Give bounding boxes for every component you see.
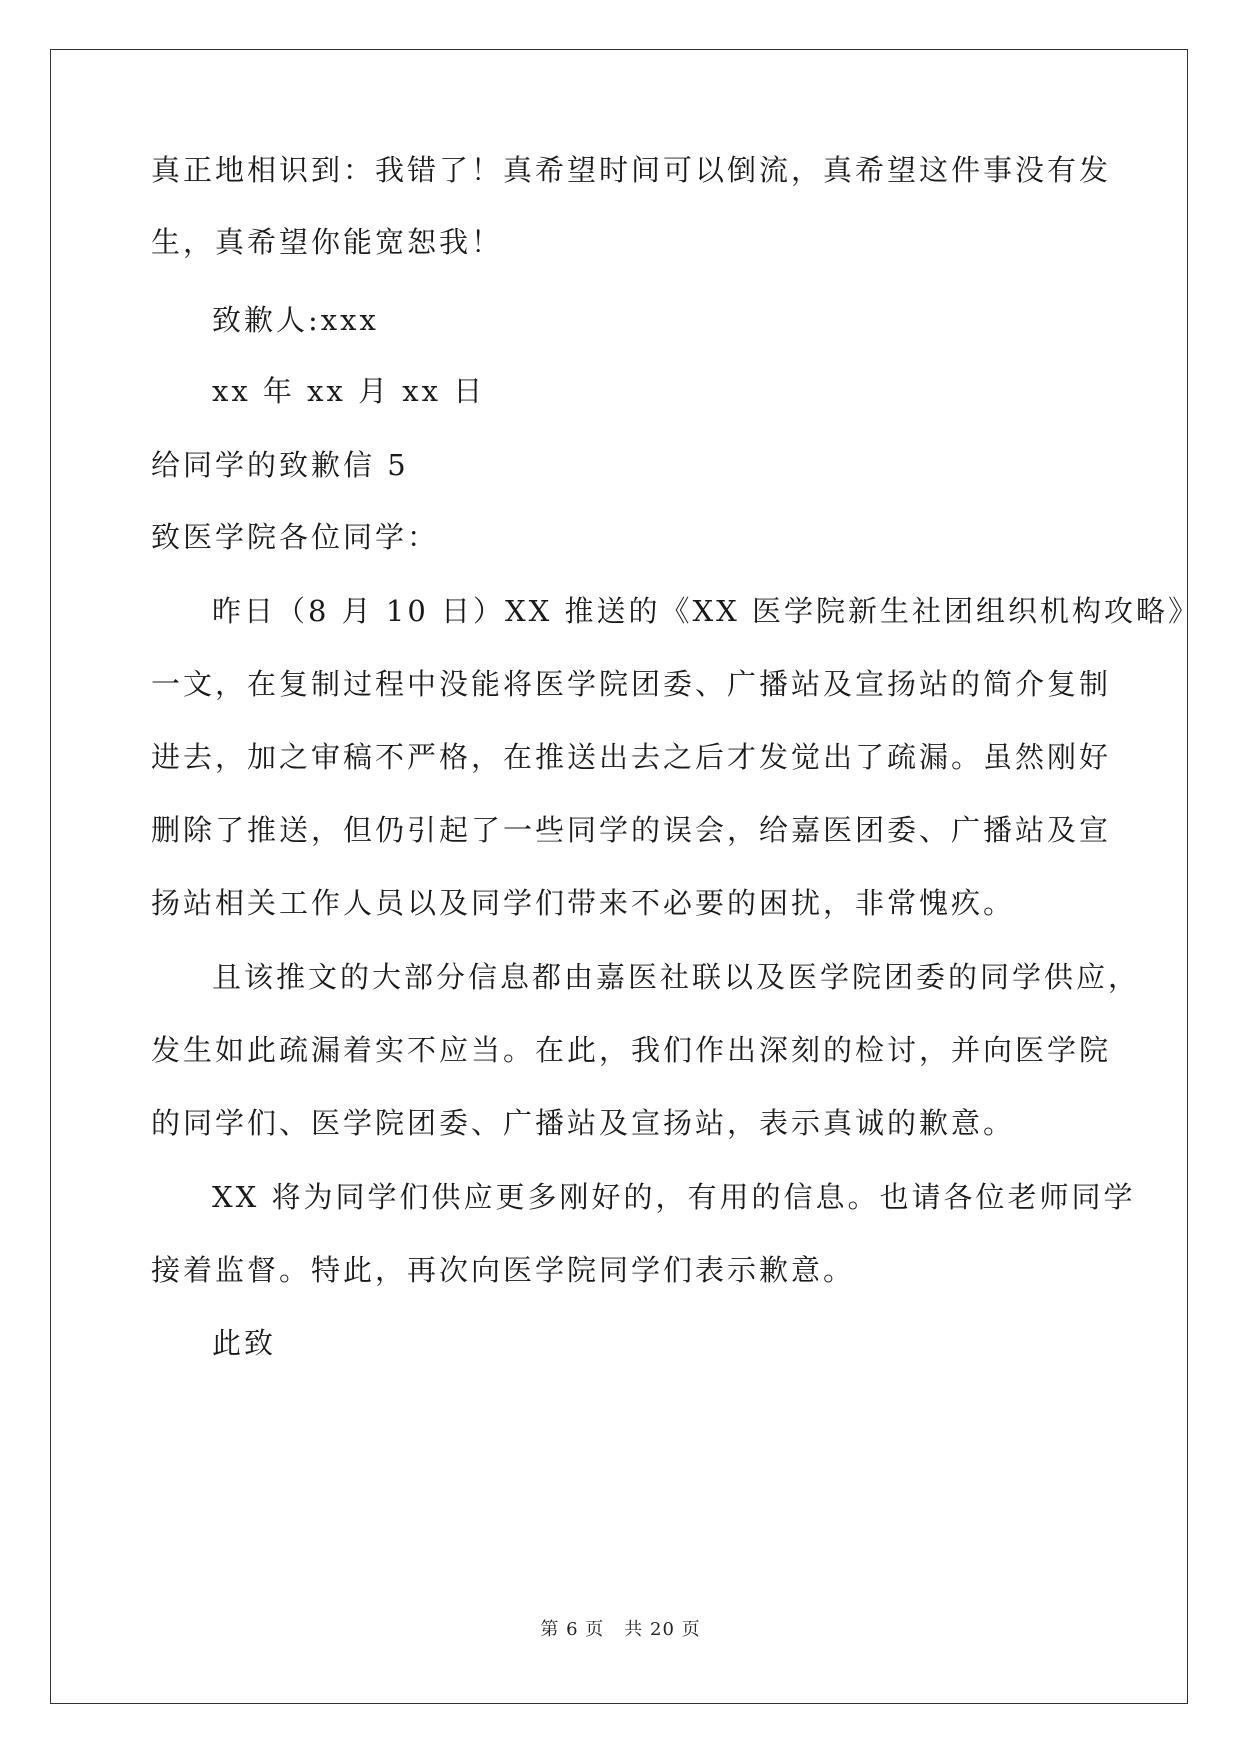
paragraph-line: 一文，在复制过程中没能将医学院团委、广播站及宣扬站的简介复制: [151, 667, 1112, 701]
paragraph-line: 且该推文的大部分信息都由嘉医社联以及医学院团委的同学供应，: [212, 960, 1141, 994]
paragraph-line: 昨日（8 月 10 日）XX 推送的《XX 医学院新生社团组织机构攻略》: [212, 594, 1201, 628]
page-number-current: 第 6 页: [540, 1619, 605, 1640]
page-number-total: 共 20 页: [624, 1619, 701, 1640]
paragraph-line: 的同学们、医学院团委、广播站及宣扬站，表示真诚的歉意。: [151, 1106, 1016, 1140]
paragraph-line: 进去，加之审稿不严格，在推送出去之后才发觉出了疏漏。虽然刚好: [151, 740, 1112, 774]
section-heading: 给同学的致歉信 5: [151, 448, 409, 482]
salutation: 致医学院各位同学：: [151, 520, 440, 554]
paragraph-line: 真正地相识到：我错了！真希望时间可以倒流，真希望这件事没有发: [151, 153, 1112, 187]
signature-sender: 致歉人:xxx: [212, 303, 379, 337]
paragraph-line: 删除了推送，但仍引起了一些同学的误会，给嘉医团委、广播站及宣: [151, 813, 1112, 847]
page-footer: [0, 1618, 1241, 1642]
paragraph-line: 生，真希望你能宽恕我！: [151, 225, 504, 259]
closing-line: 此致: [212, 1326, 277, 1360]
paragraph-line: 接着监督。特此，再次向医学院同学们表示歉意。: [151, 1253, 856, 1287]
paragraph-line: XX 将为同学们供应更多刚好的，有用的信息。也请各位老师同学: [212, 1180, 1136, 1214]
paragraph-line: 扬站相关工作人员以及同学们带来不必要的困扰，非常愧疚。: [151, 886, 1016, 920]
page-border: [50, 49, 1201, 1704]
signature-date: xx 年 xx 月 xx 日: [212, 374, 486, 408]
paragraph-line: 发生如此疏漏着实不应当。在此，我们作出深刻的检讨，并向医学院: [151, 1033, 1112, 1067]
